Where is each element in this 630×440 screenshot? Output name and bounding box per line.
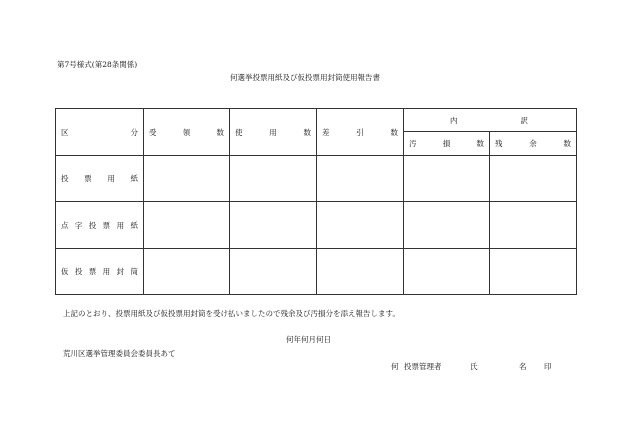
cell-empty [490, 202, 577, 249]
cell-empty [230, 156, 317, 202]
header-breakdown: 内 訳 [404, 109, 577, 132]
cell-empty [144, 249, 230, 295]
cell-empty [230, 249, 317, 295]
form-id: 第7号様式(第28条関係) [57, 60, 138, 69]
document-title: 何選挙投票用紙及び仮投票用封筒使用報告書 [230, 73, 380, 82]
report-statement: 上記のとおり、投票用紙及び仮投票用封筒を受け払いましたので残余及び汚損分を添え報告します。 [63, 309, 400, 318]
header-balance: 差 引 数 [317, 109, 404, 156]
header-category: 区 分 [56, 109, 144, 156]
table-row [56, 156, 577, 202]
cell-empty [317, 249, 404, 295]
cell-empty [144, 202, 230, 249]
row-label-provisional-envelope: 仮 投 票 用 封 筒 [56, 249, 144, 295]
addressee: 荒川区選挙管理委員会委員長あて [63, 349, 176, 358]
cell-empty [404, 249, 490, 295]
cell-empty [404, 202, 490, 249]
cell-empty [404, 156, 490, 202]
cell-empty [144, 156, 230, 202]
header-damaged: 汚 損 数 [404, 132, 490, 156]
header-used: 使 用 数 [230, 109, 317, 156]
header-received: 受 領 数 [144, 109, 230, 156]
row-label-braille-ballot: 点 字 投 票 用 紙 [56, 202, 144, 249]
signature-name-label-1: 氏 [470, 362, 478, 371]
table-row [56, 249, 577, 295]
signature-prefix: 何 [391, 362, 399, 371]
cell-empty [317, 156, 404, 202]
seal-mark: 印 [544, 362, 552, 371]
usage-table [55, 108, 577, 295]
table-row [56, 202, 577, 249]
row-label-ballot: 投 票 用 紙 [56, 156, 144, 202]
signature-name-label-2: 名 [519, 362, 527, 371]
signature-role: 投票管理者 [404, 362, 442, 371]
header-remaining: 残 余 数 [490, 132, 577, 156]
cell-empty [317, 202, 404, 249]
cell-empty [490, 249, 577, 295]
report-date: 何年何月何日 [286, 335, 331, 344]
cell-empty [490, 156, 577, 202]
cell-empty [230, 202, 317, 249]
